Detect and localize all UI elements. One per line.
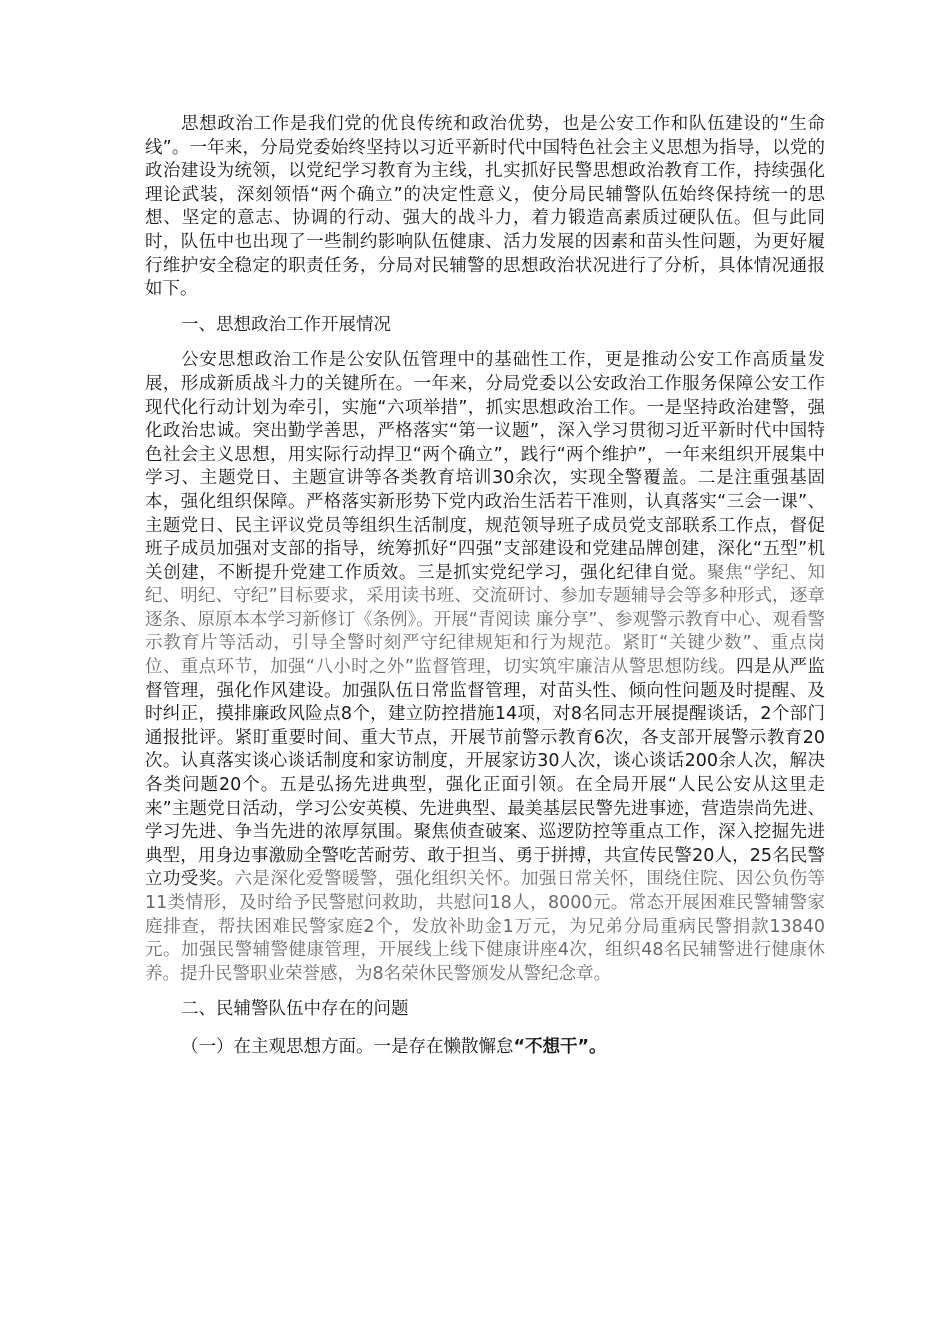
- section-2-subheading: [145, 1036, 825, 1060]
- section-2-heading: 二、民辅警队伍中存在的问题: [181, 999, 409, 1020]
- document-page: [145, 113, 825, 1060]
- section-1-text-a: 公安思想政治工作是公安队伍管理中的基础性工作，更是推动公安工作高质量发展，形成新质战斗力的关键所在。一年来，分局党委以公安政治工作服务保障公安工作现代化行动计划为牵引，实施“六项举措”，抓实思想政治工作。一是坚持政治建警，强化政治忠诚。突出勤学善思，严格落实“第一议题”，深入学习贯彻习近平新时代中国特色社会主义思想，用实际行动捍卫“两个确立”，践行“两个维护”，一年来组织开展集中学习、主题党日、主题宣讲等各类教育培训30余次，实现全警覆盖。二是注重强基固本，强化组织保障。严格落实新形势下党内政治生活若干准则，认真落实“三会一课”、主题党日、民主评议党员等组织生活制度，规范领导班子成员党支部联系工作点，督促班子成员加强对支部的指导，统筹抓好“四强”支部建设和党建品牌创建，深化“五型”机关创建，不断提升党建工作质效。三是抓实党纪学习，强化纪律自觉。: [145, 350, 825, 583]
- section-1-heading: 一、思想政治工作开展情况: [181, 314, 391, 335]
- section-1-text-d: 六是深化爱警暖警，强化组织关怀。加强日常关怀，围绕住院、因公负伤等11类情形，及时给予民警慰问救助，共慰问18人，8000元。常态开展困难民警辅警家庭排查，帮扶困难民警家庭2个，发放补助金1万元，为兄弟分局重病民警捐款13840元。加强民警辅警健康管理，开展线上线下健康讲座4次，组织48名民辅警进行健康休养。提升民警职业荣誉感，为8名荣休民警颁发从警纪念章。: [145, 869, 826, 984]
- section-1-text-b: 聚焦“学纪、知纪、明纪、守纪”目标要求，采用读书班、交流研讨、参加专题辅导会等多种形式，逐章逐条、原原本本学习新修订《条例》。开展“青阅读 廉分享”、参观警示教育中心、观看警示教育片等活动，引导全警时刻严守纪律规矩和行为规范。紧盯“关键少数”、重点岗位、重点环节，加强“八小时之外”监督管理，切实筑牢廉洁从警思想防线。: [145, 562, 825, 678]
- section-1-text-c: 四是从严监督管理，强化作风建设。加强队伍日常监督管理，对苗头性、倾向性问题及时提醒、及时纠正，摸排廉政风险点8个，建立防控措施14项，对8名同志开展提醒谈话，2个部门通报批评。紧盯重要时间、重大节点，开展节前警示教育6次，各支部开展警示教育20次。认真落实谈心谈话制度和家访制度，开展家访30人次，谈心谈话200余人次，解决各类问题20个。五是弘扬先进典型，强化正面引领。在全局开展“人民公安从这里走来”主题党日活动，学习公安英模、先进典型、最美基层民警先进事迹，营造崇尚先进、学习先进、争当先进的浓厚氛围。聚焦侦查破案、巡逻防控等重点工作，深入挖掘先进典型，用身边事激励全警吃苦耐劳、敢于担当、勇于拼搏，共宣传民警20人，25名民警立功受奖。: [145, 657, 825, 890]
- intro-paragraph: 思想政治工作是我们党的优良传统和政治优势，也是公安工作和队伍建设的“生命线”。一年来，分局党委始终坚持以习近平新时代中国特色社会主义思想为指导，以党的政治建设为统领，以党纪学习教育为主线，扎实抓好民警思想政治教育工作，持续强化理论武装，深刻领悟“两个确立”的决定性意义，使分局民辅警队伍始终保持统一的思想、坚定的意志、协调的行动、强大的战斗力，着力锻造高素质过硬队伍。但与此同时，队伍中也出现了一些制约影响队伍健康、活力发展的因素和苗头性问题，为更好履行维护安全稳定的职责任务，分局对民辅警的思想政治状况进行了分析，具体情况通报如下。: [145, 114, 825, 300]
- section-1-paragraph: [145, 349, 825, 986]
- section-2-sub-prefix: （一）在主观思想方面。一是存在懒散懈怠: [181, 1036, 514, 1057]
- section-2-sub-emphasis: “不想干”。: [513, 1036, 607, 1057]
